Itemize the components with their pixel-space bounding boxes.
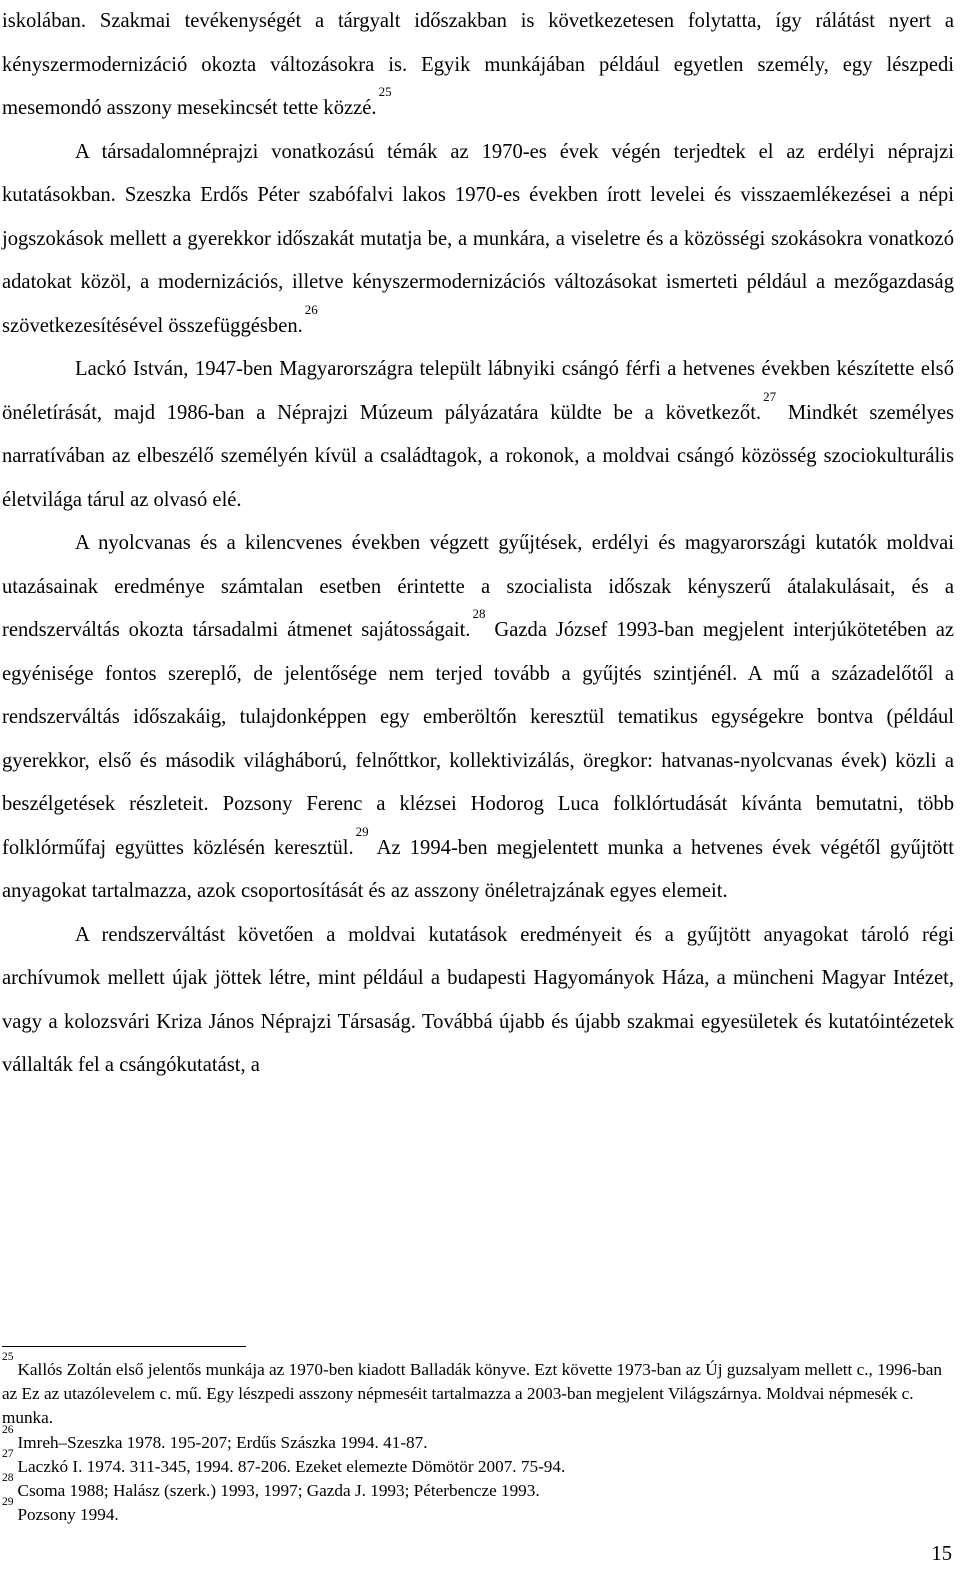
paragraph-4 bbox=[2, 522, 954, 914]
footnote-separator bbox=[2, 1346, 246, 1347]
footnote-26 bbox=[2, 1423, 954, 1455]
footnote-number: 28 bbox=[2, 1472, 14, 1485]
footnote-number: 29 bbox=[2, 1496, 14, 1509]
page-number: 15 bbox=[931, 1543, 952, 1565]
footnote-text: Pozsony 1994. bbox=[17, 1505, 119, 1525]
footnote-29 bbox=[2, 1496, 954, 1527]
body-text bbox=[2, 0, 954, 1088]
footnotes bbox=[2, 1351, 954, 1527]
footnote-number: 27 bbox=[2, 1448, 14, 1461]
paragraph-text: A társadalomnéprajzi vonatkozású témák az 1970-es évek végén terjedtek el az erdélyi néprajzi kutatásokban. Szeszka Erdős Péter szabófalvi lakos 1970-es években írott levelei és visszaemlékezései a népi jogszokások mellett a gyerekkor időszakát mutatja be, a munkára, a viseletre és a közösségi szokásokra vonatkozó adatokat közöl, a modernizációs, illetve kényszermodernizációs változásokat ismerteti például a mezőgazdaság szövetkezesítésével összefüggésben. bbox=[2, 140, 954, 337]
paragraph-text: Az 1994-ben megjelentett munka a hetvenes évek végétől gyűjtött anyagokat tartalmazza, azok csoportosítását és az asszony önéletrajzának egyes elemeit. bbox=[2, 836, 955, 902]
footnote-number: 25 bbox=[2, 1351, 14, 1364]
footnote-text: Csoma 1988; Halász (szerk.) 1993, 1997; Gazda J. 1993; Péterbencze 1993. bbox=[17, 1481, 540, 1501]
paragraph-text: Gazda József 1993-ban megjelent interjúkötetében az egyénisége fontos szereplő, de jelentősége nem terjed tovább a gyűjtés szintjénél. A mű a századelőtől a rendszerváltás időszakáig, tulajdonképpen egy emberöltőn keresztül tematikus egységekre bontva (például gyerekkor, első és második világháború, felnőttkor, kollektivizálás, öregkor: hatvanas-nyolcvanas évek) közli a beszélgetések részleteit. Pozsony Ferenc a klézsei Hodorog Luca folklórtudását kívánta bemutatni, több folklórműfaj együttes közlésén keresztül. bbox=[2, 619, 954, 859]
footnote-text: Laczkó I. 1974. 311-345, 1994. 87-206. Ezeket elemezte Dömötör 2007. 75-94. bbox=[17, 1456, 566, 1476]
footnote-25 bbox=[2, 1351, 954, 1431]
paragraph-5 bbox=[2, 914, 954, 1088]
paragraph-3 bbox=[2, 348, 954, 522]
footnote-ref-25[interactable]: 25 bbox=[378, 84, 392, 100]
footnote-28 bbox=[2, 1472, 954, 1503]
paragraph-2 bbox=[2, 131, 954, 349]
paragraph-text: iskolában. Szakmai tevékenységét a tárgyalt időszakban is következetesen folytatta, így rálátást nyert a kényszermodernizáció okozta változásokra is. Egyik munkájában például egyetlen személy, egy lészpedi mesemondó asszony mesekincsét tette közzé. bbox=[2, 10, 954, 119]
paragraph-1 bbox=[2, 0, 954, 131]
paragraph-text: A rendszerváltást követően a moldvai kutatások eredményeit és a gyűjtött anyagokat tároló régi archívumok mellett újak jöttek létre, mint például a budapesti Hagyományok Háza, a müncheni Magyar Intézet, vagy a kolozsvári Kriza János Néprajzi Társaság. Továbbá újabb és újabb szakmai egyesületek és kutatóintézetek vállalták fel a csángókutatást, a bbox=[2, 923, 954, 1076]
footnote-ref-27[interactable]: 27 bbox=[763, 388, 777, 404]
footnote-ref-26[interactable]: 26 bbox=[304, 301, 318, 317]
footnote-text: Kallós Zoltán első jelentős munkája az 1970-ben kiadott Balladák könyve. Ezt követte 1973-ban az Új guzsalyam mellett c., 1996-ban az Ez az utazólevelem c. mű. Egy lészpedi asszony népmeséit tartalmazza a 2003-ban megjelent Világszárnya. Moldvai népmesék c. munka. bbox=[2, 1360, 943, 1428]
footnote-text: Imreh–Szeszka 1978. 195-207; Erdűs Szászka 1994. 41-87. bbox=[17, 1432, 428, 1452]
paragraph-text: Mindkét személyes narratívában az elbeszélő személyén kívül a családtagok, a rokonok, a moldvai csángó közösség szociokulturális életvilága tárul az olvasó elé. bbox=[2, 401, 954, 511]
paragraph-text: A nyolcvanas és a kilencvenes években végzett gyűjtések, erdélyi és magyarországi kutatók moldvai utazásainak eredménye számtalan esetben érintette a szocialista időszak kényszerű átalakulásait, és a rendszerváltás okozta társadalmi átmenet sajátosságait. bbox=[2, 532, 954, 641]
footnote-ref-28[interactable]: 28 bbox=[472, 606, 486, 622]
footnote-number: 26 bbox=[2, 1423, 14, 1436]
footnote-27 bbox=[2, 1448, 954, 1479]
paragraph-text: Lackó István, 1947-ben Magyarországra települt lábnyiki csángó férfi a hetvenes években készítette első önéletírását, majd 1986-ban a Néprajzi Múzeum pályázatára küldte be a következőt. bbox=[2, 358, 954, 424]
footnote-ref-29[interactable]: 29 bbox=[355, 823, 369, 839]
